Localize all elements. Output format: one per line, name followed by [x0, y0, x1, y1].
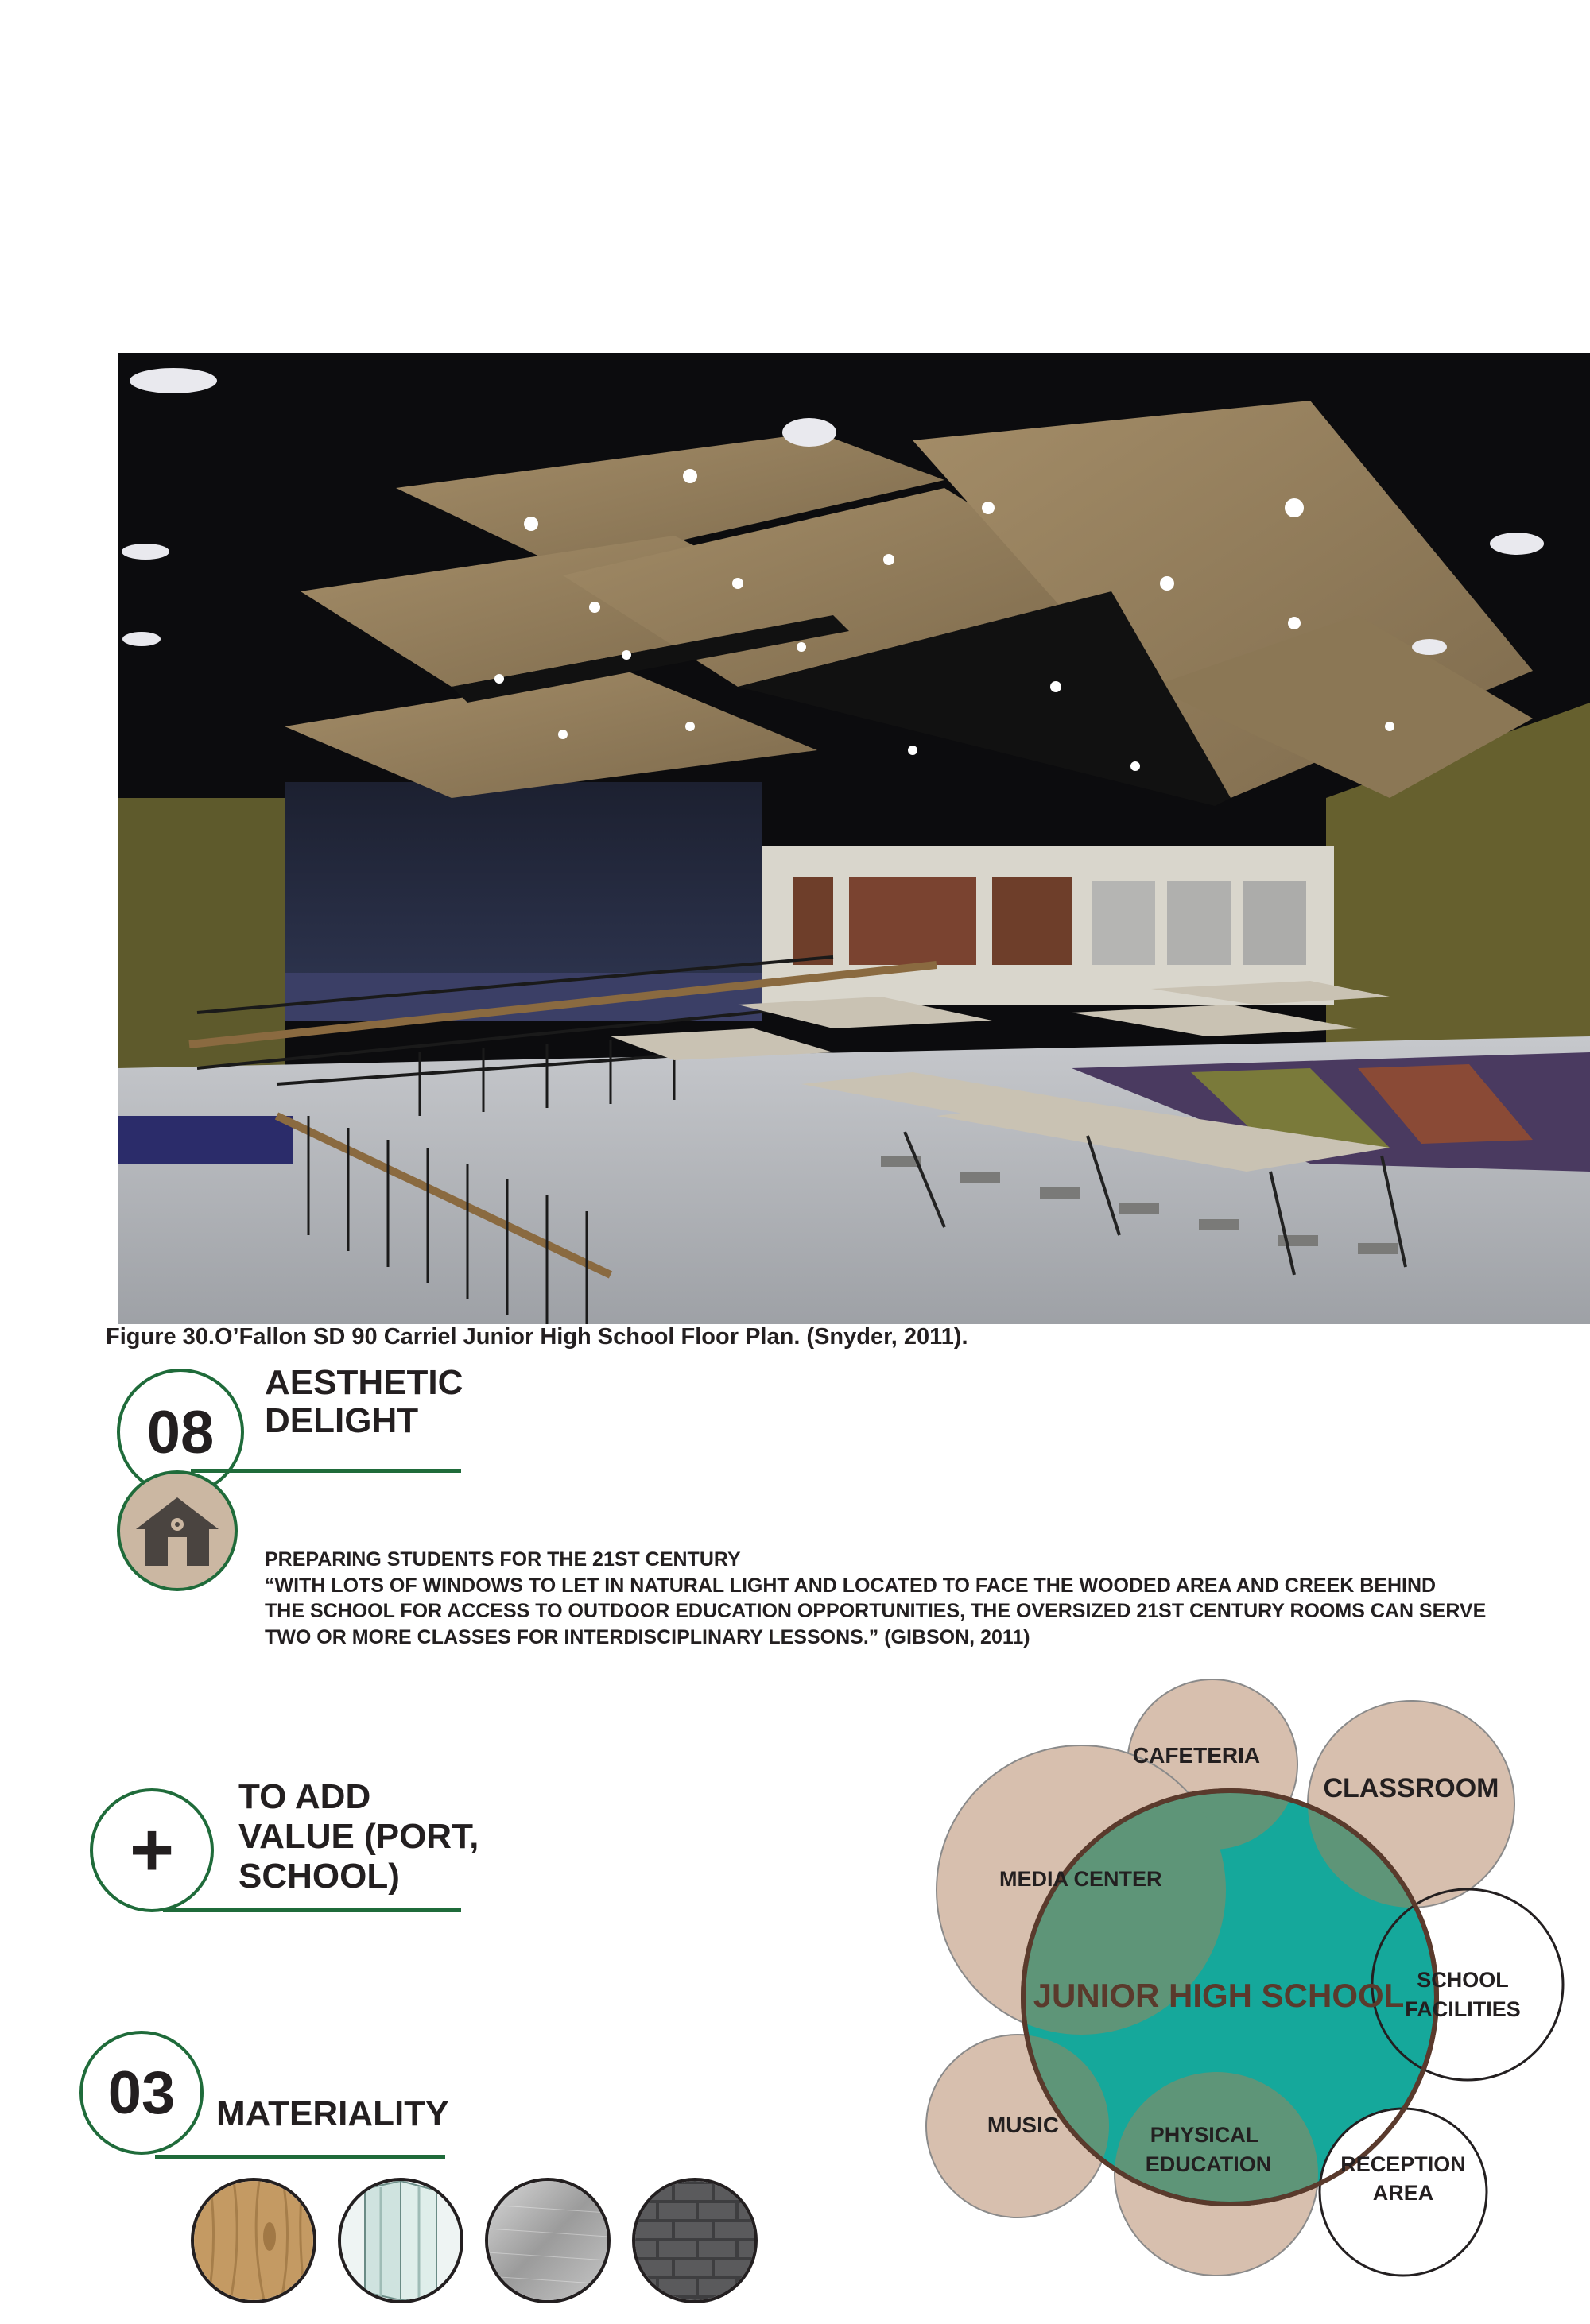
section-title-materiality: MATERIALITY	[216, 2094, 449, 2133]
quote-line: TWO OR MORE CLASSES FOR INTERDISCIPLINARY LESSONS.” (GIBSON, 2011)	[265, 1625, 1030, 1648]
school-house-icon	[117, 1470, 238, 1591]
quote-heading: PREPARING STUDENTS FOR THE 21ST CENTURY	[265, 1548, 741, 1571]
physical-education-label: EDUCATION	[1145, 2152, 1272, 2176]
media-center-label: MEDIA CENTER	[999, 1867, 1162, 1891]
section-title-line: DELIGHT	[265, 1400, 419, 1440]
brick-swatch	[632, 2178, 758, 2303]
school-facilities-label: SCHOOL	[1417, 1968, 1509, 1992]
brushed-metal-swatch	[485, 2178, 611, 2303]
physical-education-label: PHYSICAL	[1150, 2123, 1259, 2147]
plus-icon: +	[90, 1788, 214, 1912]
section-number-badge: 08	[117, 1369, 244, 1496]
section-underline	[191, 1469, 461, 1473]
quote-block	[265, 1547, 1537, 1650]
section-title-aesthetic	[265, 1364, 463, 1439]
school-facilities-label: FACILITIES	[1405, 1997, 1521, 2021]
glass-swatch	[338, 2178, 463, 2303]
section-title-value	[238, 1777, 479, 1896]
section-underline	[155, 2155, 445, 2159]
quote-line: “WITH LOTS OF WINDOWS TO LET IN NATURAL LIGHT AND LOCATED TO FACE THE WOODED AREA AND CREEK BEHIND	[265, 1574, 1437, 1597]
junior-high-school-label: JUNIOR HIGH SCHOOL	[1033, 1977, 1405, 2014]
reception-area-label: RECEPTION	[1340, 2152, 1466, 2176]
figure-caption: Figure 30.O’Fallon SD 90 Carriel Junior High School Floor Plan. (Snyder, 2011).	[106, 1324, 968, 1350]
section-title-line: VALUE (PORT,	[238, 1817, 479, 1857]
section-underline	[163, 1908, 461, 1912]
program-bubble-diagram	[874, 1665, 1590, 2320]
classroom-label: CLASSROOM	[1323, 1773, 1499, 1803]
music-label: MUSIC	[987, 2113, 1060, 2137]
cafeteria-label: CAFETERIA	[1132, 1743, 1261, 1768]
section-number-badge: 03	[80, 2031, 204, 2155]
wood-swatch	[191, 2178, 316, 2303]
section-title-line: AESTHETIC	[265, 1363, 463, 1402]
quote-line: THE SCHOOL FOR ACCESS TO OUTDOOR EDUCATION OPPORTUNITIES, THE OVERSIZED 21ST CENTURY ROOMS CAN SERVE	[265, 1600, 1487, 1622]
reception-area-label: AREA	[1372, 2181, 1434, 2205]
section-title-line: SCHOOL)	[238, 1857, 400, 1896]
section-title-line: TO ADD	[238, 1777, 371, 1816]
cafeteria-photo	[118, 353, 1590, 1324]
